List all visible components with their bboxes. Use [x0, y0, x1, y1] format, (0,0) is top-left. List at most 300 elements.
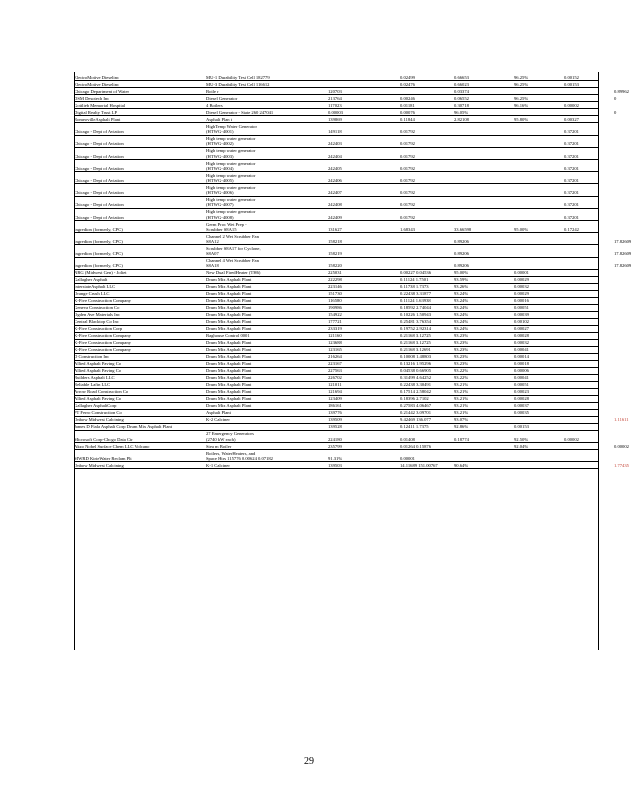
table-row: [74, 233, 631, 246]
cell-v3: 0.37201: [564, 129, 579, 135]
cell-v1: 0.00001: [400, 455, 415, 461]
cell-equip: Stea m Boiler: [206, 443, 232, 449]
cell-equip-line2: (HTWG-4003): [206, 153, 234, 159]
cell-pct: 0.00027: [514, 326, 529, 332]
cell-v1: 0.21168 3.12725: [400, 333, 431, 339]
cell-pct: 92.04%: [514, 443, 529, 449]
cell-v1: 0.21442 3.09701: [400, 410, 432, 416]
cell-v1: 0.17514 2.58042: [400, 389, 432, 395]
table-right-border: [598, 72, 599, 650]
cell-pct: 0.00037: [514, 403, 529, 409]
cell-v1: 0.01792: [400, 177, 415, 183]
cell-equip: Drum Mix Asphalt Plant: [206, 312, 252, 318]
cell-v2: 92.86%: [454, 424, 469, 430]
cell-v2: 96.05%: [454, 110, 469, 115]
cell-pct: 0.00051: [514, 382, 529, 388]
cell-id: 177721: [328, 319, 342, 325]
cell-equip-line2: Scrubber S8A15: [206, 226, 237, 232]
cell-equip: High temp water generator: [206, 209, 256, 215]
cell-v1: 0.01792: [400, 190, 415, 196]
table-row: [74, 136, 598, 148]
cell-v2: 0.89206: [454, 238, 469, 244]
cell-id: 151730: [328, 291, 342, 297]
cell-company: Chicago - Dept of Aviation: [74, 190, 124, 196]
cell-equip: Drum Mix Asphalt Plant: [206, 354, 252, 360]
cell-company: Chicago - Dept of Aviation: [74, 129, 124, 135]
cell-equip: High temp water generator: [206, 172, 256, 178]
table-row: [74, 347, 598, 353]
cell-company: NRG (Midwest Gen) - Joliet: [74, 270, 127, 276]
cell-v2: 93.24%: [454, 305, 469, 311]
cell-pct: 0.00041: [514, 347, 529, 353]
cell-equip: MU-3 Durability Test Cell 116612: [206, 82, 270, 87]
table-row: [74, 258, 631, 270]
cell-v3: 0.37201: [564, 153, 579, 159]
cell-id: 139528: [328, 424, 342, 430]
cell-v1: 0.01792: [400, 214, 415, 220]
cell-equip-line2: (2740 kW each): [206, 436, 236, 442]
cell-company: Central Blacktop Co Inc: [74, 319, 119, 325]
cell-v1: 1.68343: [400, 226, 415, 232]
cell-company: K-Five Construction Company: [74, 298, 131, 304]
table-row: [74, 173, 598, 185]
cell-v4: 1.77435: [614, 462, 629, 468]
cell-equip: Drum Mix Asphalt Plant: [206, 291, 252, 297]
cell-v1: 0.01792: [400, 153, 415, 159]
cell-pct: 0.00029: [514, 291, 529, 297]
cell-id: 235799: [328, 443, 342, 449]
cell-v2: 93.24%: [454, 312, 469, 318]
page-number: 29: [304, 756, 314, 767]
cell-company: Akzo Nobel Surface Chem LLC Volcano: [74, 443, 150, 449]
table-row: [74, 96, 617, 102]
cell-equip-line2: S8A07: [206, 251, 219, 257]
cell-v2: 95.00%: [454, 270, 469, 276]
cell-v1: 0.01792: [400, 165, 415, 171]
cell-v3: 0.37201: [564, 141, 579, 147]
cell-v3: 0.00153: [564, 82, 579, 87]
cell-v1: 0.27583 4.06467: [400, 403, 432, 409]
cell-v1: 0.01408: [400, 436, 415, 442]
cell-id: 227563: [328, 368, 342, 374]
cell-equip: High temp water generator: [206, 160, 256, 166]
table-row: [74, 246, 631, 258]
cell-pct: 96.25%: [514, 75, 529, 80]
cell-equip: Drum Mix Asphalt Plant: [206, 319, 252, 325]
cell-v2: 0.18774: [454, 436, 469, 442]
cell-id: 123409: [328, 396, 342, 402]
cell-equip: Asphalt Plant: [206, 410, 231, 416]
cell-v3: 0.00152: [564, 75, 579, 80]
cell-equip-line2: (HTWG-4005): [206, 177, 234, 183]
table-row: [74, 451, 598, 463]
cell-pct: 0.00051: [514, 305, 529, 311]
table-row: [74, 110, 617, 116]
cell-id: 131627: [328, 226, 342, 232]
cell-id: 242407: [328, 190, 342, 196]
cell-equip-line2: (HTWG-4004): [206, 165, 234, 171]
cell-v2: 93.21%: [454, 396, 469, 402]
table-row: [74, 222, 598, 234]
cell-company: RomeovilleAsphalt Plant: [74, 117, 121, 122]
table-row: [74, 403, 598, 409]
cell-v2: 93.21%: [454, 389, 469, 395]
cell-pct: 96.25%: [514, 96, 529, 101]
cell-v2: 93.21%: [454, 410, 469, 416]
cell-company: Ingredion (formerly, CPC): [74, 251, 123, 257]
table-row: [74, 117, 598, 123]
cell-v2: 93.23%: [454, 354, 469, 360]
cell-pct: 96.25%: [514, 82, 529, 87]
cell-id: 154922: [328, 312, 342, 318]
cell-pct: 96.16%: [514, 103, 529, 108]
cell-v1: 0.00227 0.04536: [400, 270, 432, 276]
cell-pct: 0.00001: [514, 270, 529, 276]
cell-id: 121160: [328, 333, 342, 339]
cell-equip: Scrubber S8A17 for Cyclone,: [206, 246, 261, 251]
cell-equip: Boilers, WaterHeaters, and: [206, 450, 256, 456]
cell-id: 190986: [328, 305, 342, 311]
cell-v3: 0.37201: [564, 202, 579, 208]
table-row: [74, 305, 598, 311]
cell-v2: 0.89206: [454, 251, 469, 257]
cell-v3: 0.37201: [564, 214, 579, 220]
cell-company: Chicago Department of Water: [74, 89, 130, 94]
cell-id: 120703: [328, 89, 342, 94]
cell-id: 158220: [328, 263, 342, 269]
cell-v2: 93.24%: [454, 298, 469, 304]
cell-id: 216264: [328, 354, 342, 360]
cell-company: InterstateAsphalt LLC: [74, 284, 116, 290]
cell-pct: 0.00035: [514, 410, 529, 416]
cell-id: 117023: [328, 103, 342, 108]
table-row: [74, 382, 598, 388]
cell-equip: Drum Mix Asphalt Plant: [206, 305, 252, 311]
cell-v1: 0.01792: [400, 141, 415, 147]
cell-equip: New Dual FiredHeater (TH6): [206, 270, 261, 276]
table-row: [74, 103, 598, 109]
cell-id: 233319: [328, 326, 342, 332]
cell-v2: 93.22%: [454, 375, 469, 381]
cell-equip: Drum Mix Asphalt Plant: [206, 375, 252, 381]
cell-v2: 0.89206: [454, 263, 469, 269]
cell-pct: 0.00102: [514, 319, 529, 325]
cell-company: Digital Realty Trust LP: [74, 110, 118, 115]
cell-pct: 0.00041: [514, 375, 529, 381]
cell-v4: 0: [614, 110, 617, 115]
cell-equip: Drum Mix Asphalt Plant: [206, 389, 252, 395]
cell-id: 242404: [328, 153, 342, 159]
cell-v2: 90.64%: [454, 462, 469, 468]
cell-v2: 0.30718: [454, 103, 469, 108]
cell-equip: Drum Mix Asphalt Plant: [206, 347, 252, 353]
cell-equip: K-1 Calciner: [206, 462, 230, 468]
cell-company: MWRD KirieWater Reclam Plt: [74, 455, 132, 461]
cell-company: K-Five Construction Company: [74, 347, 131, 353]
cell-v2: 93.24%: [454, 291, 469, 297]
cell-company: Onbow Midwest Calcining: [74, 462, 124, 468]
cell-equip: Drum Mix Asphalt Plant: [206, 298, 252, 304]
cell-v1: 0.10008 1.48803: [400, 354, 432, 360]
table-row: [74, 291, 598, 297]
cell-company: K-Five Construction Company: [74, 333, 131, 339]
cell-v2: 93.24%: [454, 326, 469, 332]
cell-equip: Channel 2 Wet Scrubber Fan: [206, 233, 259, 239]
cell-id: 139509: [328, 417, 342, 423]
table-row: [74, 443, 629, 450]
cell-pct: 95.00%: [514, 226, 529, 232]
cell-equip: Drum Mix Asphalt Plant: [206, 340, 252, 346]
cell-v4: 17.82609: [614, 251, 631, 257]
table-row: [74, 89, 629, 95]
cell-pct: 0.00032: [514, 284, 529, 290]
cell-id: 242408: [328, 202, 342, 208]
cell-v1: 0.01792: [400, 202, 415, 208]
cell-v2: 93.23%: [454, 361, 469, 367]
cell-equip: High temp water generator: [206, 197, 256, 203]
cell-company: Ingredion (formerly, CPC): [74, 263, 123, 269]
cell-pct: 0.00006: [514, 368, 529, 374]
cell-equip: Drum Mix Asphalt Plant: [206, 403, 252, 409]
cell-equip: 4 Boilers: [206, 103, 223, 108]
cell-equip: Diesel Generator: [206, 96, 238, 101]
cell-v1: 0.21168 3.12725: [400, 340, 431, 346]
table-row: [74, 462, 629, 469]
cell-v1: 9.42469 136.077: [400, 417, 432, 423]
cell-v4: 0.00002: [614, 443, 629, 449]
cell-v2: 93.23%: [454, 333, 469, 339]
cell-company: Chicago - Dept of Aviation: [74, 202, 124, 208]
table-row: [74, 124, 598, 136]
cell-id: 186161: [328, 403, 342, 409]
cell-equip-line2: (HTWG-4006): [206, 190, 234, 196]
table-row: [74, 197, 598, 209]
cell-v1: 0.11124 1.63938: [400, 298, 431, 304]
cell-pct: 95.80%: [514, 117, 529, 122]
cell-v1: 0.01792: [400, 129, 415, 135]
cell-v3: 0.37201: [564, 177, 579, 183]
cell-id: 223167: [328, 361, 342, 367]
cell-v2: 93.23%: [454, 347, 469, 353]
cell-v2: 0.66023: [454, 82, 469, 87]
cell-pct: 0.00029: [514, 277, 529, 283]
cell-v1: 14.11689 151.00767: [400, 462, 438, 468]
cell-v1: 0.21168 3.12691: [400, 347, 431, 353]
cell-v2: 93.21%: [454, 382, 469, 388]
cell-company: Chicago - Dept of Aviation: [74, 165, 124, 171]
table-row: [74, 431, 598, 443]
cell-id: 224180: [328, 436, 342, 442]
cell-v3: 0.00002: [564, 103, 579, 108]
cell-pct: 0.00039: [514, 312, 529, 318]
table-row: [74, 185, 598, 197]
cell-equip-line2: S8A18: [206, 263, 219, 269]
cell-equip: Drum Mix Asphalt Plant: [206, 284, 252, 290]
cell-v3: 0.37201: [564, 165, 579, 171]
cell-equip: High temp water generator: [206, 185, 256, 190]
cell-v1: 0.00246: [400, 96, 415, 101]
table-row: [74, 82, 598, 88]
table-row: [74, 319, 598, 325]
cell-pct: 0.00023: [514, 389, 529, 395]
cell-v1: 0.12411 1.7375: [400, 424, 429, 430]
cell-id: 158219: [328, 251, 342, 257]
cell-v2: 2.82108: [454, 117, 469, 122]
cell-id: 121694: [328, 389, 342, 395]
cell-company: Allied Asphalt Paving Co: [74, 396, 122, 402]
cell-equip: Drum Mix Asphalt Plant: [206, 361, 252, 367]
cell-company: Chicago - Dept of Aviation: [74, 214, 124, 220]
table-row: [74, 340, 598, 346]
cell-v2: 0.06552: [454, 96, 469, 101]
cell-equip: Drum Mix Asphalt Plant: [206, 382, 252, 388]
cell-v1: 0.31499 4.64252: [400, 375, 432, 381]
cell-id: 242406: [328, 177, 342, 183]
cell-id: 225031: [328, 270, 342, 276]
table-row: [74, 148, 598, 160]
cell-v2: 93.59%: [454, 277, 469, 283]
cell-v1: 0.10226 1.50943: [400, 312, 432, 318]
cell-v1: 0.18592 2.74044: [400, 305, 432, 311]
cell-id: 158218: [328, 238, 342, 244]
cell-company: Microsoft Corp-Chcgo Data Ctr: [74, 436, 133, 442]
cell-id: 0.00003: [328, 110, 343, 115]
cell-id: 213764: [328, 96, 342, 101]
cell-equip: HighTemp Water Generator: [206, 124, 258, 129]
cell-id: 116580: [328, 298, 342, 304]
cell-pct: 0.00018: [514, 361, 529, 367]
cell-id: 123688: [328, 340, 342, 346]
cell-company: K-Five Construction Company: [74, 340, 131, 346]
cell-pct: 0.00028: [514, 333, 529, 339]
cell-equip: Drum Mix Asphalt Plant: [206, 326, 252, 332]
table-row: [74, 410, 598, 416]
cell-company: K-Five Construction Corp: [74, 326, 123, 332]
cell-equip: Drum Mix Asphalt Plant: [206, 368, 252, 374]
cell-v1: 0.01264 0.15876: [400, 443, 432, 449]
cell-v2: 93.24%: [454, 319, 469, 325]
cell-v2: 93.21%: [454, 403, 469, 409]
cell-company: Orange Crush LLC: [74, 291, 110, 297]
cell-v1: 0.13216 1.95296: [400, 361, 432, 367]
table-row: [74, 277, 598, 283]
cell-equip: Diesel Generator - State 260 247041: [206, 110, 274, 115]
cell-v4: 17.82609: [614, 238, 631, 244]
cell-v1: 0.18396 2.7102: [400, 396, 429, 402]
table-row: [74, 75, 598, 81]
table-row: [74, 417, 629, 423]
table-row: [74, 284, 598, 290]
cell-v2: 33.66598: [454, 226, 472, 232]
table-row: [74, 396, 598, 402]
cell-company: James D Fiala Asphalt Corp Drum Mix Asphalt Plant: [74, 424, 172, 430]
cell-v2: 93.23%: [454, 340, 469, 346]
table-row: [74, 424, 598, 430]
cell-v3: 0.37201: [564, 190, 579, 196]
cell-company: D Construction Inc: [74, 354, 110, 360]
cell-v2: 93.26%: [454, 284, 469, 290]
cell-id: 226702: [328, 375, 342, 381]
cell-equip: K-2 Calciner: [206, 417, 230, 423]
cell-pct: 0.00028: [514, 396, 529, 402]
cell-v1: 0.00076: [400, 110, 415, 115]
table-row: [74, 368, 598, 374]
cell-company: Chicago - Dept of Aviation: [74, 141, 124, 147]
cell-id: 139776: [328, 410, 342, 416]
cell-company: PT Ferro Construction Co: [74, 410, 122, 416]
cell-company: Allied Asphalt Paving Co: [74, 368, 122, 374]
cell-company: DSM Desotech Inc: [74, 96, 110, 101]
cell-equip-line2: (HTWG-4008): [206, 214, 234, 220]
cell-company: Arrow Road Construction Co: [74, 389, 129, 395]
cell-v3: 0.17242: [564, 226, 579, 232]
cell-company: Chicago - Dept of Aviation: [74, 153, 124, 159]
cell-equip: Drum Mix Asphalt Plant: [206, 396, 252, 402]
cell-v4: 1.11611: [614, 417, 629, 423]
cell-pct: 0.00016: [514, 298, 529, 304]
cell-v1: 0.22438 3.30491: [400, 382, 432, 388]
cell-company: Chicago - Dept of Aviation: [74, 177, 124, 183]
cell-id: 149118: [328, 129, 342, 135]
cell-v1: 0.19752 2.92314: [400, 326, 432, 332]
cell-equip: Baghouse Control 0001: [206, 333, 250, 339]
cell-id: 139869: [328, 117, 342, 122]
cell-v4: 0: [614, 96, 617, 101]
cell-v2: 0.66653: [454, 75, 469, 80]
cell-company: Gallagher Asphalt: [74, 277, 108, 283]
cell-v2: 93.07%: [454, 417, 469, 423]
cell-equip: Drum Mix Asphalt Plant: [206, 277, 252, 283]
cell-v2: 93.22%: [454, 368, 469, 374]
cell-id: 242405: [328, 165, 342, 171]
cell-v3: 0.00327: [564, 117, 579, 122]
table-row: [74, 326, 598, 332]
cell-equip: High temp water generator: [206, 136, 256, 142]
table-row: [74, 389, 598, 395]
cell-v1: 0.01181: [400, 103, 415, 108]
table-row: [74, 209, 598, 221]
cell-company: Ogden Ave Materials Inc: [74, 312, 120, 318]
cell-v1: 0.02499: [400, 75, 415, 80]
cell-company: Onbow Midwest Calcining: [74, 417, 124, 423]
cell-equip: Channel 4 Wet Scrubber Fan: [206, 258, 259, 264]
cell-v4: 17.82609: [614, 263, 631, 269]
cell-equip: 27 Emergency Generators: [206, 431, 254, 437]
cell-id: 139503: [328, 462, 342, 468]
cell-company: Gottlieb Memorial Hospital: [74, 103, 126, 108]
cell-id: 123165: [328, 347, 342, 353]
cell-company: ElectroMotive Dieselinc: [74, 75, 120, 80]
table-row: [74, 375, 598, 381]
cell-pct: 0.00014: [514, 354, 529, 360]
cell-company: Allied Asphalt Paving Co: [74, 361, 122, 367]
cell-v1: 0.25481 3.76354: [400, 319, 432, 325]
cell-v1: 0.22438 3.31877: [400, 291, 432, 297]
cell-v1: 0.11738 1.7373: [400, 284, 429, 290]
cell-company: Ingredion (formerly, CPC): [74, 226, 123, 232]
cell-company: Builders Asphalt LLC: [74, 375, 115, 381]
cell-v1: 0.02476: [400, 82, 415, 87]
table-row: [74, 361, 598, 367]
cell-pct: 0.00032: [514, 340, 529, 346]
cell-equip-line2: S8A12: [206, 238, 219, 244]
cell-v1: 0.11124 1.7501: [400, 277, 429, 283]
cell-equip-line2: Space Htrs 115776 0.00624 0.07182: [206, 455, 273, 461]
cell-pct: 0.00153: [514, 424, 529, 430]
cell-v2: 0.03374: [454, 89, 469, 94]
cell-id: 242403: [328, 141, 342, 147]
cell-equip: Boile r: [206, 89, 219, 94]
